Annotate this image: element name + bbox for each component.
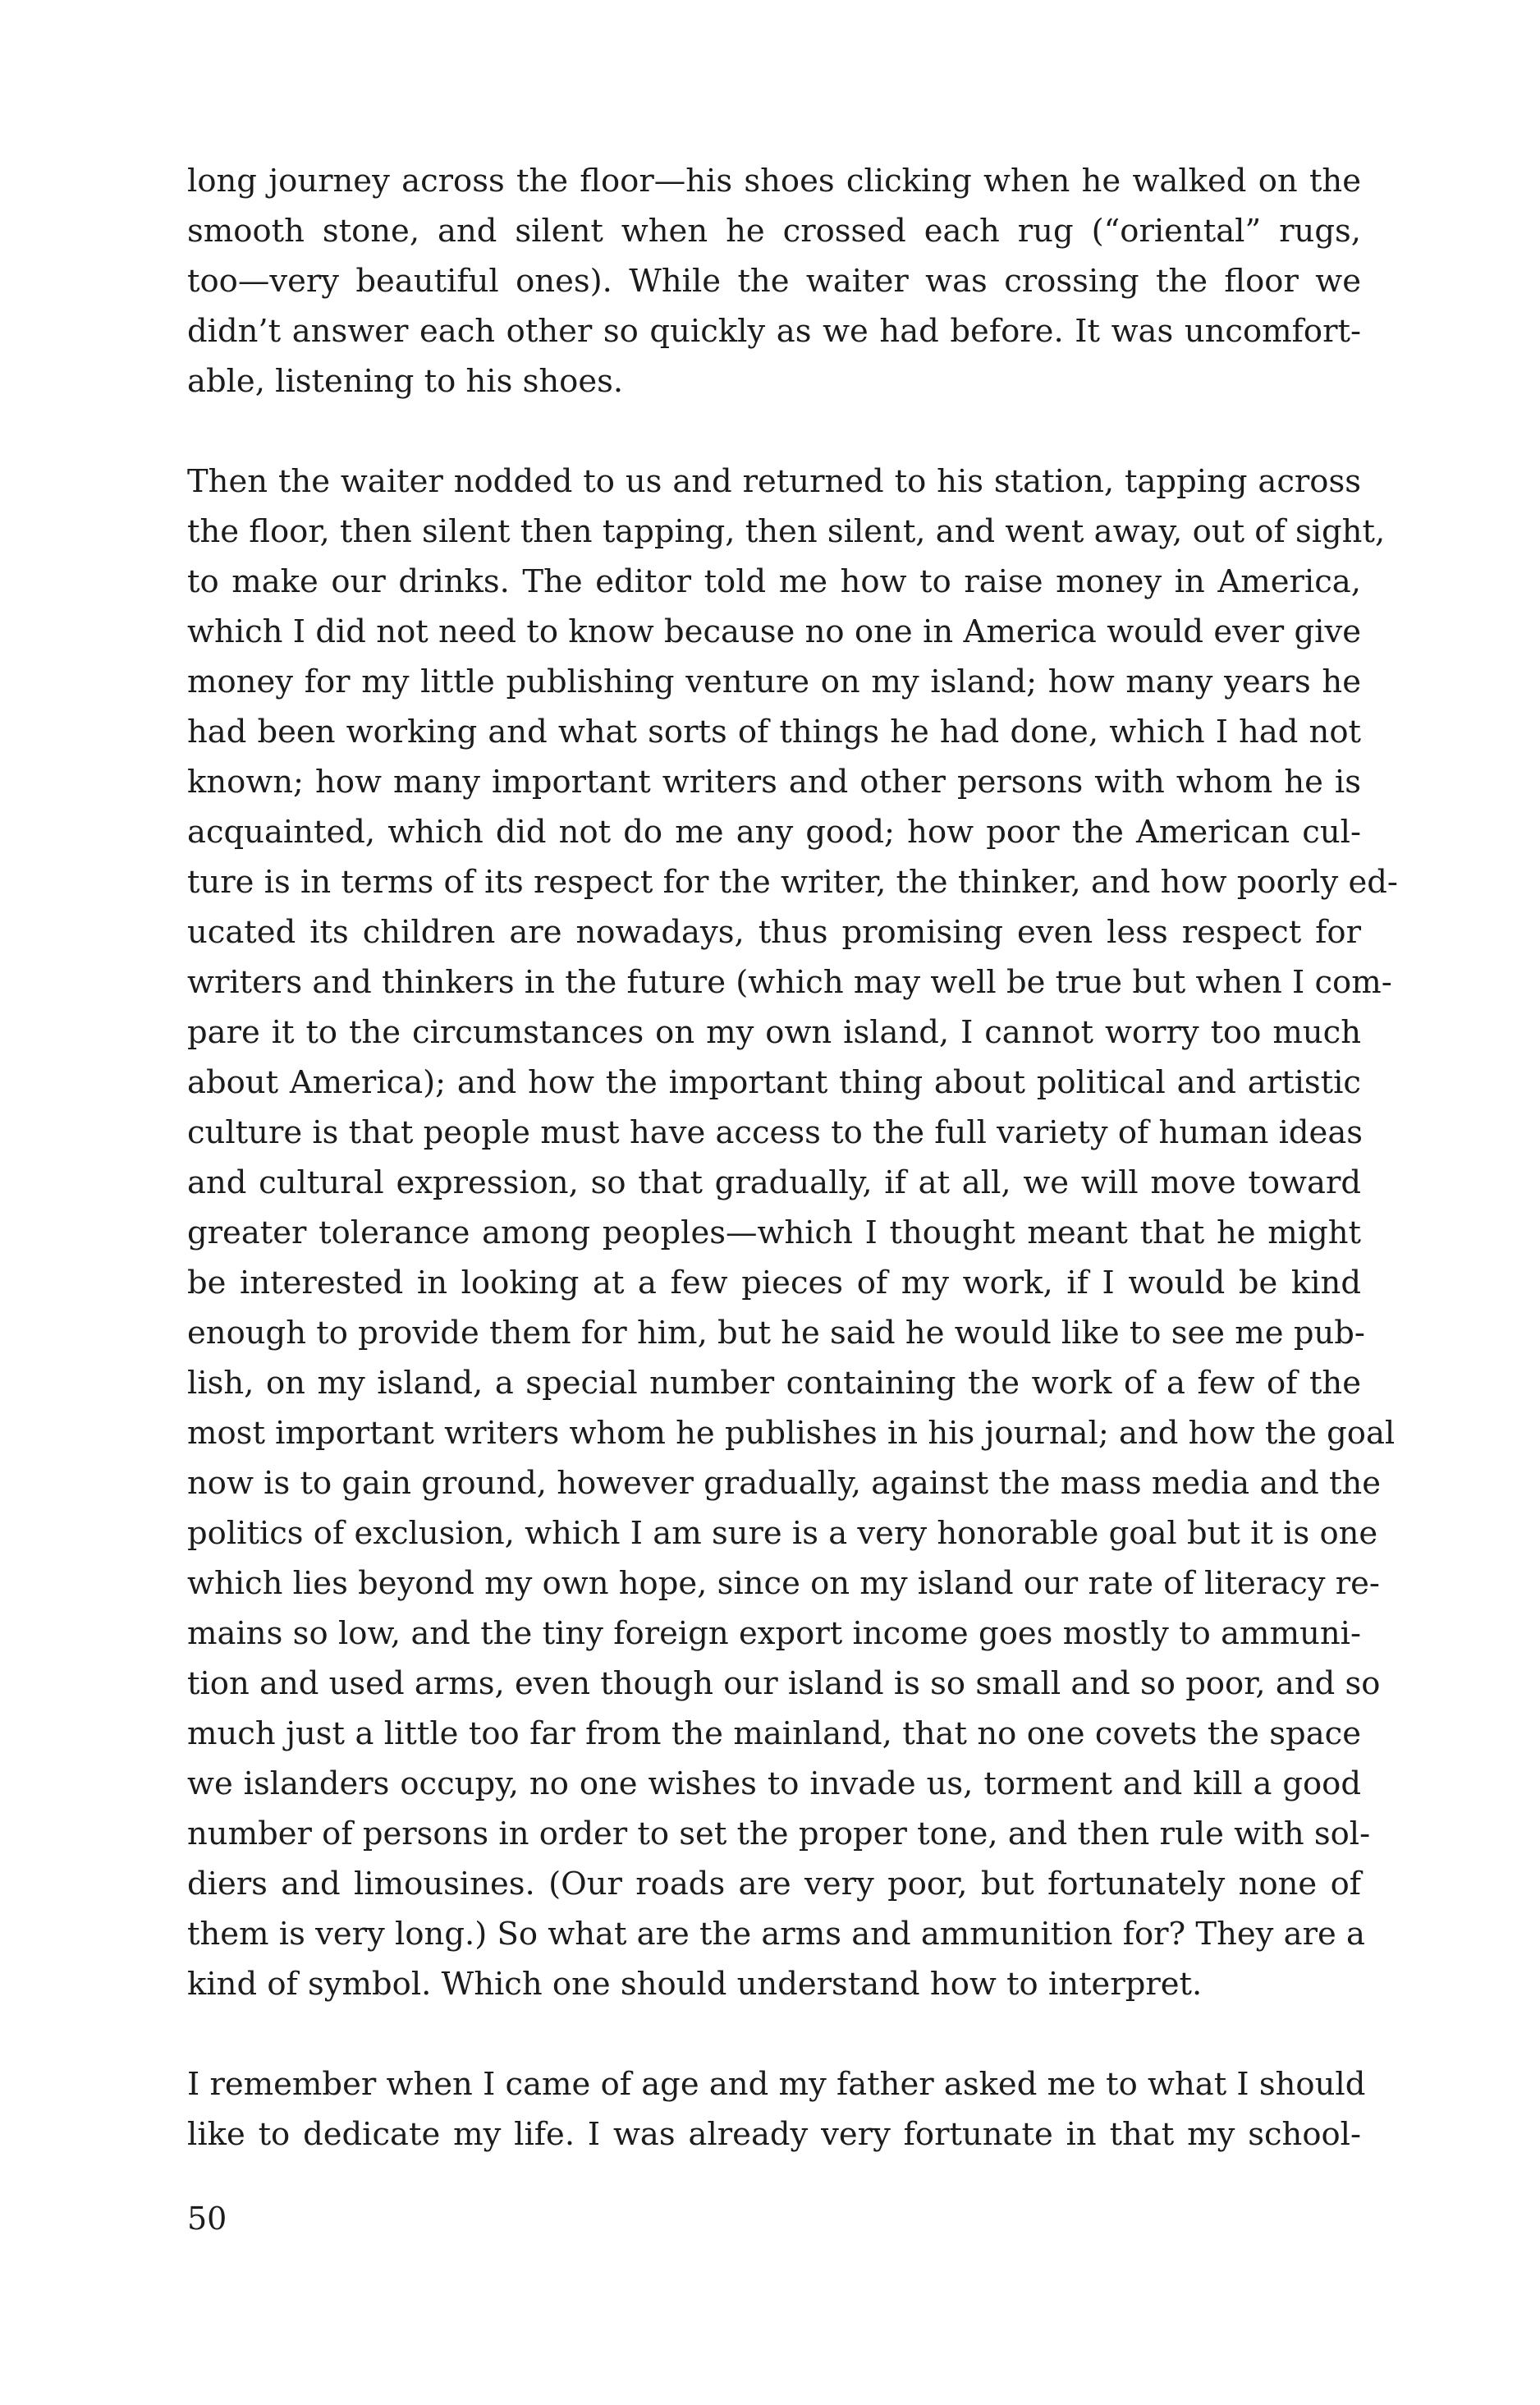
text-line: now is to gain ground, however gradually, against the mass media and the [187, 1465, 1382, 1502]
text-line: to make our drinks. The editor told me how to raise money in America, [187, 563, 1361, 600]
text-line: which lies beyond my own hope, since on my island our rate of literacy re- [187, 1565, 1380, 1602]
text-line: long journey across the floor—his shoes clicking when he walked on the [187, 163, 1361, 200]
text-line: ture is in terms of its respect for the writer, the thinker, and how poorly ed- [187, 864, 1398, 901]
text-line: about America); and how the important thing about political and artistic [187, 1064, 1361, 1101]
paragraph-2 [187, 457, 1398, 2009]
paragraph-1 [187, 156, 1361, 406]
text-line: we islanders occupy, no one wishes to invade us, torment and kill a good [187, 1765, 1361, 1802]
text-line: be interested in looking at a few pieces of my work, if I would be kind [187, 1264, 1361, 1301]
text-line: enough to provide them for him, but he said he would like to see me pub- [187, 1315, 1365, 1352]
text-line: pare it to the circumstances on my own island, I cannot worry too much [187, 1014, 1361, 1051]
text-line: writers and thinkers in the future (which may well be true but when I com- [187, 964, 1392, 1001]
text-line: which I did not need to know because no one in America would ever give [187, 613, 1361, 650]
text-line: kind of symbol. Which one should understand how to interpret. [187, 1966, 1203, 2003]
text-line: able, listening to his shoes. [187, 363, 624, 400]
text-line: like to dedicate my life. I was already very fortunate in that my school- [187, 2116, 1361, 2153]
text-line: Then the waiter nodded to us and returned to his station, tapping across [187, 463, 1361, 500]
text-line: them is very long.) So what are the arms and ammunition for? They are a [187, 1916, 1365, 1953]
text-line: I remember when I came of age and my father asked me to what I should [187, 2066, 1366, 2103]
text-line: culture is that people must have access to the full variety of human ideas [187, 1114, 1364, 1151]
text-line: the floor, then silent then tapping, then silent, and went away, out of sight, [187, 513, 1386, 550]
text-line: lish, on my island, a special number containing the work of a few of the [187, 1365, 1361, 1402]
text-line: known; how many important writers and other persons with whom he is [187, 764, 1361, 801]
text-line: mains so low, and the tiny foreign export income goes mostly to ammuni- [187, 1615, 1361, 1652]
text-line: tion and used arms, even though our island is so small and so poor, and so [187, 1665, 1381, 1702]
text-line: acquainted, which did not do me any good; how poor the American cul- [187, 814, 1361, 851]
text-line: had been working and what sorts of things he had done, which I had not [187, 714, 1361, 750]
text-line: diers and limousines. (Our roads are very poor, but fortunately none of [187, 1866, 1361, 1902]
text-line: smooth stone, and silent when he crossed each rug (“oriental” rugs, [187, 213, 1361, 250]
text-line: didn’t answer each other so quickly as we had before. It was uncomfort- [187, 313, 1361, 350]
paragraph-3 [187, 2059, 1366, 2159]
text-line: politics of exclusion, which I am sure is a very honorable goal but it is one [187, 1515, 1378, 1552]
text-line: money for my little publishing venture on my island; how many years he [187, 663, 1361, 700]
body-text [187, 156, 1398, 2159]
text-line: number of persons in order to set the proper tone, and then rule with sol- [187, 1815, 1371, 1852]
text-line: ucated its children are nowadays, thus promising even less respect for [187, 914, 1361, 951]
page-number: 50 [187, 2201, 227, 2237]
text-line: most important writers whom he publishes in his journal; and how the goal [187, 1415, 1396, 1452]
text-line: much just a little too far from the mainland, that no one covets the space [187, 1715, 1361, 1752]
text-line: and cultural expression, so that gradually, if at all, we will move toward [187, 1164, 1361, 1201]
text-line: greater tolerance among peoples—which I thought meant that he might [187, 1214, 1361, 1251]
text-line: too—very beautiful ones). While the waiter was crossing the floor we [187, 263, 1361, 300]
